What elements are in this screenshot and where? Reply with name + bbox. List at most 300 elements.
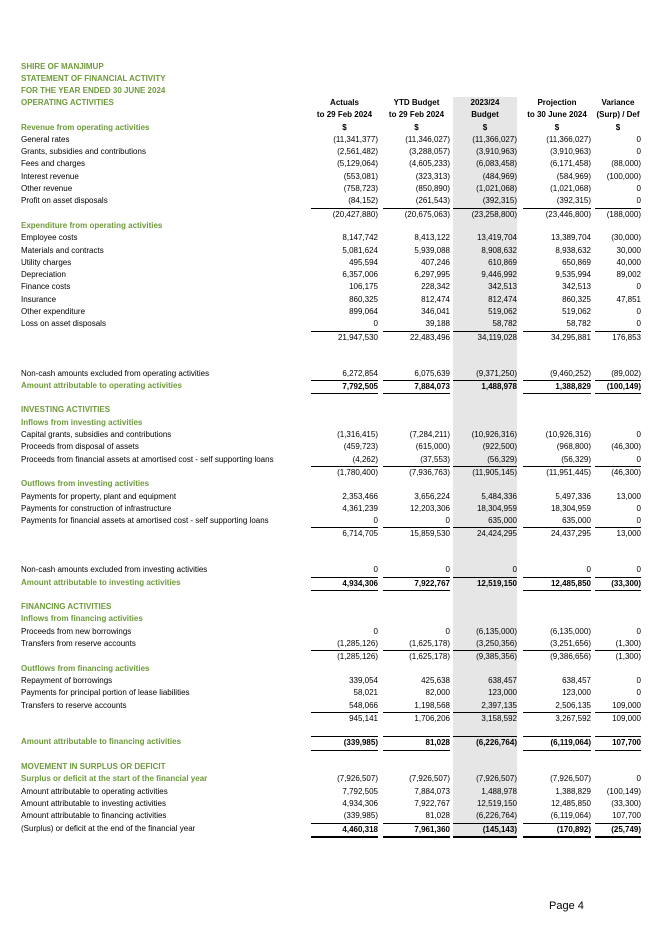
amount-cell: (7,926,507)	[550, 774, 591, 784]
row-label: Transfers from reserve accounts	[21, 639, 136, 649]
row-label: Revenue from operating activities	[21, 122, 150, 132]
amount-cell: (20,427,880)	[311, 208, 378, 221]
row-label: Grants, subsidies and contributions	[21, 147, 146, 157]
amount-cell: 860,325	[349, 294, 378, 304]
amount-cell: 519,062	[562, 307, 591, 317]
amount-cell: (7,926,507)	[337, 774, 378, 784]
amount-cell: (88,000)	[611, 159, 641, 169]
amount-cell	[523, 724, 591, 736]
amount-cell	[383, 355, 450, 367]
amount-cell	[311, 392, 378, 404]
amount-cell: 6,075,639	[414, 368, 450, 378]
amount-cell: 0	[373, 516, 378, 526]
amount-cell: 339,054	[349, 675, 378, 685]
amount-cell: 13,000	[595, 527, 641, 540]
table-row	[21, 638, 641, 650]
amount-cell	[523, 404, 591, 416]
statement-title: STATEMENT OF FINANCIAL ACTIVITY	[21, 74, 166, 83]
amount-cell: 6,714,705	[311, 527, 378, 540]
amount-cell: 2,397,135	[453, 700, 517, 712]
row-label: Payments for principal portion of lease liabilities	[21, 688, 190, 698]
amount-cell: (11,366,027)	[546, 134, 591, 144]
column-header: Projection	[537, 98, 577, 107]
amount-cell: (758,723)	[343, 184, 378, 194]
column-header: to 29 Feb 2024	[388, 110, 445, 120]
amount-cell: (46,300)	[611, 442, 641, 452]
row-label: Amount attributable to operating activities	[21, 380, 182, 390]
table-row	[21, 798, 641, 810]
amount-cell	[453, 724, 517, 736]
table-row	[21, 540, 641, 552]
amount-cell: (6,083,458)	[453, 158, 517, 170]
amount-cell: 40,000	[616, 257, 641, 267]
amount-cell: 0	[636, 503, 641, 513]
amount-cell: (1,625,178)	[409, 639, 450, 649]
row-label: Other revenue	[21, 184, 73, 194]
table-row	[21, 527, 641, 539]
amount-cell: (56,329)	[453, 454, 517, 466]
amount-cell: 109,000	[612, 700, 641, 710]
amount-cell: (25,749)	[595, 823, 641, 838]
amount-cell: 12,519,150	[453, 798, 517, 810]
amount-cell: 58,021	[353, 688, 378, 698]
amount-cell: (6,135,000)	[453, 626, 517, 638]
amount-cell	[453, 355, 517, 367]
amount-cell: 8,938,632	[555, 245, 591, 255]
section-heading-row	[21, 417, 641, 429]
amount-cell: (3,910,963)	[453, 146, 517, 158]
amount-cell	[311, 589, 378, 601]
amount-cell: 7,922,767	[414, 798, 450, 808]
amount-cell: 7,792,505	[311, 380, 378, 394]
column-header: Budget	[453, 109, 517, 121]
table-row	[21, 687, 641, 699]
amount-cell: 495,594	[349, 257, 378, 267]
row-label: Proceeds from disposal of assets	[21, 442, 139, 452]
amount-cell: 0	[636, 626, 641, 636]
amount-cell: 5,497,336	[555, 491, 591, 501]
amount-cell: 5,484,336	[453, 491, 517, 503]
row-label: Profit on asset disposals	[21, 196, 108, 206]
amount-cell	[523, 552, 591, 564]
table-row	[21, 195, 641, 207]
amount-cell: (100,149)	[606, 786, 641, 796]
column-header: YTD Budget	[393, 98, 440, 107]
amount-cell: 6,297,995	[414, 270, 450, 280]
amount-cell	[383, 749, 450, 761]
amount-cell: (56,329)	[561, 454, 591, 464]
amount-cell: (6,135,000)	[550, 626, 591, 636]
table-row	[21, 429, 641, 441]
amount-cell: 548,066	[349, 700, 378, 710]
amount-cell: (84,152)	[348, 196, 378, 206]
amount-cell: 176,853	[595, 331, 641, 344]
amount-cell	[595, 613, 641, 625]
amount-cell: (484,969)	[453, 171, 517, 183]
amount-cell: 6,272,854	[342, 368, 378, 378]
amount-cell: 3,656,224	[414, 491, 450, 501]
amount-cell	[311, 601, 378, 613]
amount-cell: (7,936,763)	[383, 466, 450, 479]
amount-cell: (30,000)	[611, 233, 641, 243]
amount-cell: (392,315)	[453, 195, 517, 207]
amount-cell: (11,951,445)	[523, 466, 591, 479]
amount-cell: 860,325	[562, 294, 591, 304]
column-header: Variance	[601, 98, 635, 107]
amount-cell: (6,171,458)	[550, 159, 591, 169]
row-label: Outflows from investing activities	[21, 479, 150, 489]
amount-cell: (7,926,507)	[453, 773, 517, 785]
section-heading-row	[21, 404, 641, 416]
table-row	[21, 257, 641, 269]
amount-cell: (6,119,064)	[550, 811, 591, 821]
amount-cell: 4,934,306	[311, 577, 378, 591]
section-heading-row	[21, 122, 641, 134]
table-row	[21, 466, 641, 478]
amount-cell: 24,424,295	[453, 527, 517, 540]
amount-cell: 58,782	[566, 319, 591, 329]
amount-cell: 81,028	[383, 736, 450, 750]
amount-cell	[523, 749, 591, 761]
amount-cell	[311, 761, 378, 773]
amount-cell	[595, 417, 641, 429]
amount-cell: 2,353,466	[342, 491, 378, 501]
amount-cell	[595, 404, 641, 416]
table-row	[21, 368, 641, 380]
amount-cell	[383, 478, 450, 490]
amount-cell: (3,910,963)	[550, 147, 591, 157]
amount-cell	[453, 343, 517, 355]
amount-cell: (922,500)	[453, 441, 517, 453]
amount-cell: (3,251,656)	[550, 639, 591, 649]
amount-cell: (100,149)	[595, 380, 641, 394]
amount-cell: (3,288,057)	[409, 147, 450, 157]
amount-cell: (392,315)	[556, 196, 591, 206]
amount-cell: 30,000	[616, 245, 641, 255]
amount-cell: (7,284,211)	[409, 430, 450, 440]
amount-cell: (459,723)	[343, 442, 378, 452]
amount-cell: (7,926,507)	[409, 774, 450, 784]
amount-cell: 945,141	[311, 712, 378, 725]
amount-cell: 18,304,959	[550, 503, 591, 513]
column-header: to 29 Feb 2024	[316, 110, 373, 120]
amount-cell: 9,446,992	[453, 269, 517, 281]
table-row	[21, 724, 641, 736]
amount-cell	[595, 343, 641, 355]
column-header: $	[342, 122, 347, 132]
row-label: Payments for financial assets at amortised cost - self supporting loans	[21, 516, 269, 526]
amount-cell	[383, 540, 450, 552]
table-row	[21, 281, 641, 293]
amount-cell	[383, 392, 450, 404]
table-row	[21, 158, 641, 170]
amount-cell	[523, 589, 591, 601]
row-label: Fees and charges	[21, 159, 86, 169]
amount-cell: 89,002	[616, 270, 641, 280]
row-label: FINANCING ACTIVITIES	[21, 602, 112, 612]
amount-cell	[383, 343, 450, 355]
amount-cell: (89,002)	[611, 368, 641, 378]
amount-cell: 0	[445, 516, 450, 526]
row-label: Materials and contracts	[21, 245, 104, 255]
row-label: Inflows from financing activities	[21, 614, 143, 624]
table-row	[21, 355, 641, 367]
amount-cell: (6,226,764)	[453, 810, 517, 822]
amount-cell	[453, 613, 517, 625]
amount-cell: (46,300)	[595, 466, 641, 479]
table-row	[21, 232, 641, 244]
table-row	[21, 245, 641, 257]
amount-cell: 81,028	[425, 811, 450, 821]
row-label: Non-cash amounts excluded from operating activities	[21, 368, 210, 378]
amount-cell: 638,457	[453, 675, 517, 687]
amount-cell	[383, 404, 450, 416]
table-row	[21, 454, 641, 466]
section-heading-row	[21, 478, 641, 490]
amount-cell: (11,905,145)	[453, 466, 517, 479]
amount-cell: (1,285,126)	[311, 650, 378, 663]
row-label: Proceeds from new borrowings	[21, 626, 132, 636]
amount-cell: (339,985)	[311, 736, 378, 750]
amount-cell: 0	[636, 454, 641, 464]
amount-cell	[453, 601, 517, 613]
amount-cell: 7,961,360	[383, 823, 450, 838]
amount-cell: (1,316,415)	[337, 430, 378, 440]
financial-activity-table	[21, 97, 641, 835]
table-row	[21, 306, 641, 318]
amount-cell: (170,892)	[523, 823, 591, 838]
amount-cell: (100,000)	[606, 171, 641, 181]
amount-cell: 0	[636, 184, 641, 194]
amount-cell: (33,300)	[595, 577, 641, 591]
amount-cell: 638,457	[562, 675, 591, 685]
amount-cell: 106,175	[349, 282, 378, 292]
amount-cell: (2,561,482)	[337, 147, 378, 157]
amount-cell: 650,869	[562, 257, 591, 267]
amount-cell: 0	[373, 565, 378, 575]
amount-cell: (188,000)	[595, 208, 641, 221]
amount-cell: 0	[636, 774, 641, 784]
amount-cell: 4,460,318	[311, 823, 378, 838]
amount-cell: 519,062	[453, 306, 517, 318]
amount-cell	[523, 343, 591, 355]
column-header: (Surp) / Def	[596, 110, 640, 120]
section-heading-row	[21, 761, 641, 773]
row-label: Other expenditure	[21, 307, 86, 317]
table-row	[21, 269, 641, 281]
amount-cell	[383, 601, 450, 613]
amount-cell: 7,922,767	[383, 577, 450, 591]
amount-cell: (1,021,068)	[550, 184, 591, 194]
amount-cell	[523, 613, 591, 625]
org-name: SHIRE OF MANJIMUP	[21, 62, 104, 71]
amount-cell	[383, 663, 450, 675]
row-label: Payments for property, plant and equipment	[21, 491, 177, 501]
table-row	[21, 503, 641, 515]
amount-cell: 1,488,978	[453, 380, 517, 394]
amount-cell: 0	[636, 430, 641, 440]
amount-cell: 7,884,073	[414, 786, 450, 796]
amount-cell: 635,000	[562, 516, 591, 526]
amount-cell	[453, 220, 517, 232]
table-row	[21, 331, 641, 343]
amount-cell: (553,081)	[343, 171, 378, 181]
amount-cell: 812,474	[421, 294, 450, 304]
row-label: Finance costs	[21, 282, 71, 292]
amount-cell: (6,226,764)	[453, 736, 517, 750]
amount-cell: (11,366,027)	[453, 134, 517, 146]
row-label: INVESTING ACTIVITIES	[21, 405, 111, 415]
table-row	[21, 134, 641, 146]
amount-cell	[595, 552, 641, 564]
amount-cell	[311, 749, 378, 761]
amount-cell: (1,625,178)	[383, 650, 450, 663]
amount-cell: 1,388,829	[555, 786, 591, 796]
column-header: to 30 June 2024	[527, 110, 587, 120]
amount-cell: (4,605,233)	[409, 159, 450, 169]
table-row	[21, 491, 641, 503]
row-label: Interest revenue	[21, 171, 79, 181]
column-header: 2023/24	[453, 97, 517, 109]
amount-cell: 8,908,632	[453, 245, 517, 257]
amount-cell	[523, 540, 591, 552]
amount-cell	[383, 724, 450, 736]
amount-cell: 0	[636, 147, 641, 157]
amount-cell: (9,460,252)	[550, 368, 591, 378]
amount-cell: 7,792,505	[342, 786, 378, 796]
row-label: Amount attributable to investing activities	[21, 798, 166, 808]
row-label: Repayment of borrowings	[21, 675, 113, 685]
row-label: Amount attributable to financing activities	[21, 811, 167, 821]
section-heading-row	[21, 97, 641, 109]
amount-cell	[523, 392, 591, 404]
statement-period: FOR THE YEAR ENDED 30 JUNE 2024	[21, 86, 166, 95]
amount-cell: 1,388,829	[523, 380, 591, 394]
table-row	[21, 736, 641, 748]
amount-cell: (4,262)	[352, 454, 378, 464]
amount-cell: 0	[636, 516, 641, 526]
amount-cell	[453, 761, 517, 773]
amount-cell	[453, 663, 517, 675]
table-row	[21, 392, 641, 404]
amount-cell	[523, 663, 591, 675]
amount-cell	[311, 540, 378, 552]
amount-cell: (1,021,068)	[453, 183, 517, 195]
amount-cell: 12,203,306	[409, 503, 450, 513]
amount-cell: (850,890)	[415, 184, 450, 194]
amount-cell	[311, 404, 378, 416]
amount-cell: 109,000	[595, 712, 641, 725]
amount-cell: (615,000)	[415, 442, 450, 452]
amount-cell: (6,119,064)	[523, 736, 591, 750]
amount-cell: 1,488,978	[453, 786, 517, 798]
amount-cell	[595, 724, 641, 736]
amount-cell	[311, 724, 378, 736]
amount-cell: (1,780,400)	[311, 466, 378, 479]
row-label: OPERATING ACTIVITIES	[21, 98, 114, 107]
table-row	[21, 441, 641, 453]
amount-cell: (23,258,800)	[453, 208, 517, 221]
table-row	[21, 380, 641, 392]
table-row	[21, 823, 641, 835]
row-label: Payments for construction of infrastructure	[21, 503, 172, 513]
amount-cell	[453, 404, 517, 416]
amount-cell: 342,513	[562, 282, 591, 292]
table-row	[21, 749, 641, 761]
amount-cell: (1,285,126)	[337, 639, 378, 649]
amount-cell: (9,385,356)	[453, 650, 517, 663]
amount-cell: 34,295,881	[523, 331, 591, 344]
section-heading-row	[21, 613, 641, 625]
table-row	[21, 626, 641, 638]
amount-cell: 12,485,850	[523, 577, 591, 591]
amount-cell	[453, 392, 517, 404]
amount-cell: 0	[636, 688, 641, 698]
amount-cell	[523, 220, 591, 232]
amount-cell: 3,267,592	[523, 712, 591, 725]
amount-cell: 82,000	[425, 688, 450, 698]
amount-cell	[523, 478, 591, 490]
amount-cell	[311, 478, 378, 490]
amount-cell: (3,250,356)	[453, 638, 517, 650]
amount-cell: 107,700	[612, 811, 641, 821]
row-label: Depreciation	[21, 270, 66, 280]
amount-cell	[595, 220, 641, 232]
column-header: $	[414, 122, 419, 132]
amount-cell: 13,419,704	[453, 232, 517, 244]
table-row	[21, 712, 641, 724]
amount-cell: 7,884,073	[383, 380, 450, 394]
amount-cell: 812,474	[453, 294, 517, 306]
amount-cell	[453, 749, 517, 761]
amount-cell: 0	[636, 565, 641, 575]
amount-cell	[453, 417, 517, 429]
amount-cell: 12,519,150	[453, 577, 517, 591]
amount-cell	[453, 552, 517, 564]
amount-cell	[523, 417, 591, 429]
amount-cell: 6,357,006	[342, 270, 378, 280]
amount-cell: 0	[636, 282, 641, 292]
amount-cell: 346,041	[421, 307, 450, 317]
amount-cell	[595, 749, 641, 761]
amount-cell: 0	[445, 626, 450, 636]
amount-cell: (323,313)	[415, 171, 450, 181]
row-label: Amount attributable to operating activities	[21, 786, 168, 796]
amount-cell: (33,300)	[611, 798, 641, 808]
row-label: Inflows from investing activities	[21, 417, 143, 427]
amount-cell: 4,934,306	[342, 798, 378, 808]
table-row	[21, 786, 641, 798]
amount-cell: 2,506,135	[555, 700, 591, 710]
amount-cell: 899,064	[349, 307, 378, 317]
amount-cell: 21,947,530	[311, 331, 378, 344]
table-row	[21, 650, 641, 662]
amount-cell	[383, 552, 450, 564]
section-heading-row	[21, 663, 641, 675]
table-row	[21, 208, 641, 220]
amount-cell: (145,143)	[453, 823, 517, 838]
row-label: Amount attributable to financing activities	[21, 737, 182, 747]
column-header: $	[453, 122, 517, 134]
row-label: Amount attributable to investing activities	[21, 577, 181, 587]
amount-cell: 0	[586, 565, 591, 575]
table-row	[21, 700, 641, 712]
amount-cell: 39,188	[425, 319, 450, 329]
table-row	[21, 810, 641, 822]
amount-cell: 0	[373, 319, 378, 329]
table-row	[21, 675, 641, 687]
amount-cell	[523, 355, 591, 367]
